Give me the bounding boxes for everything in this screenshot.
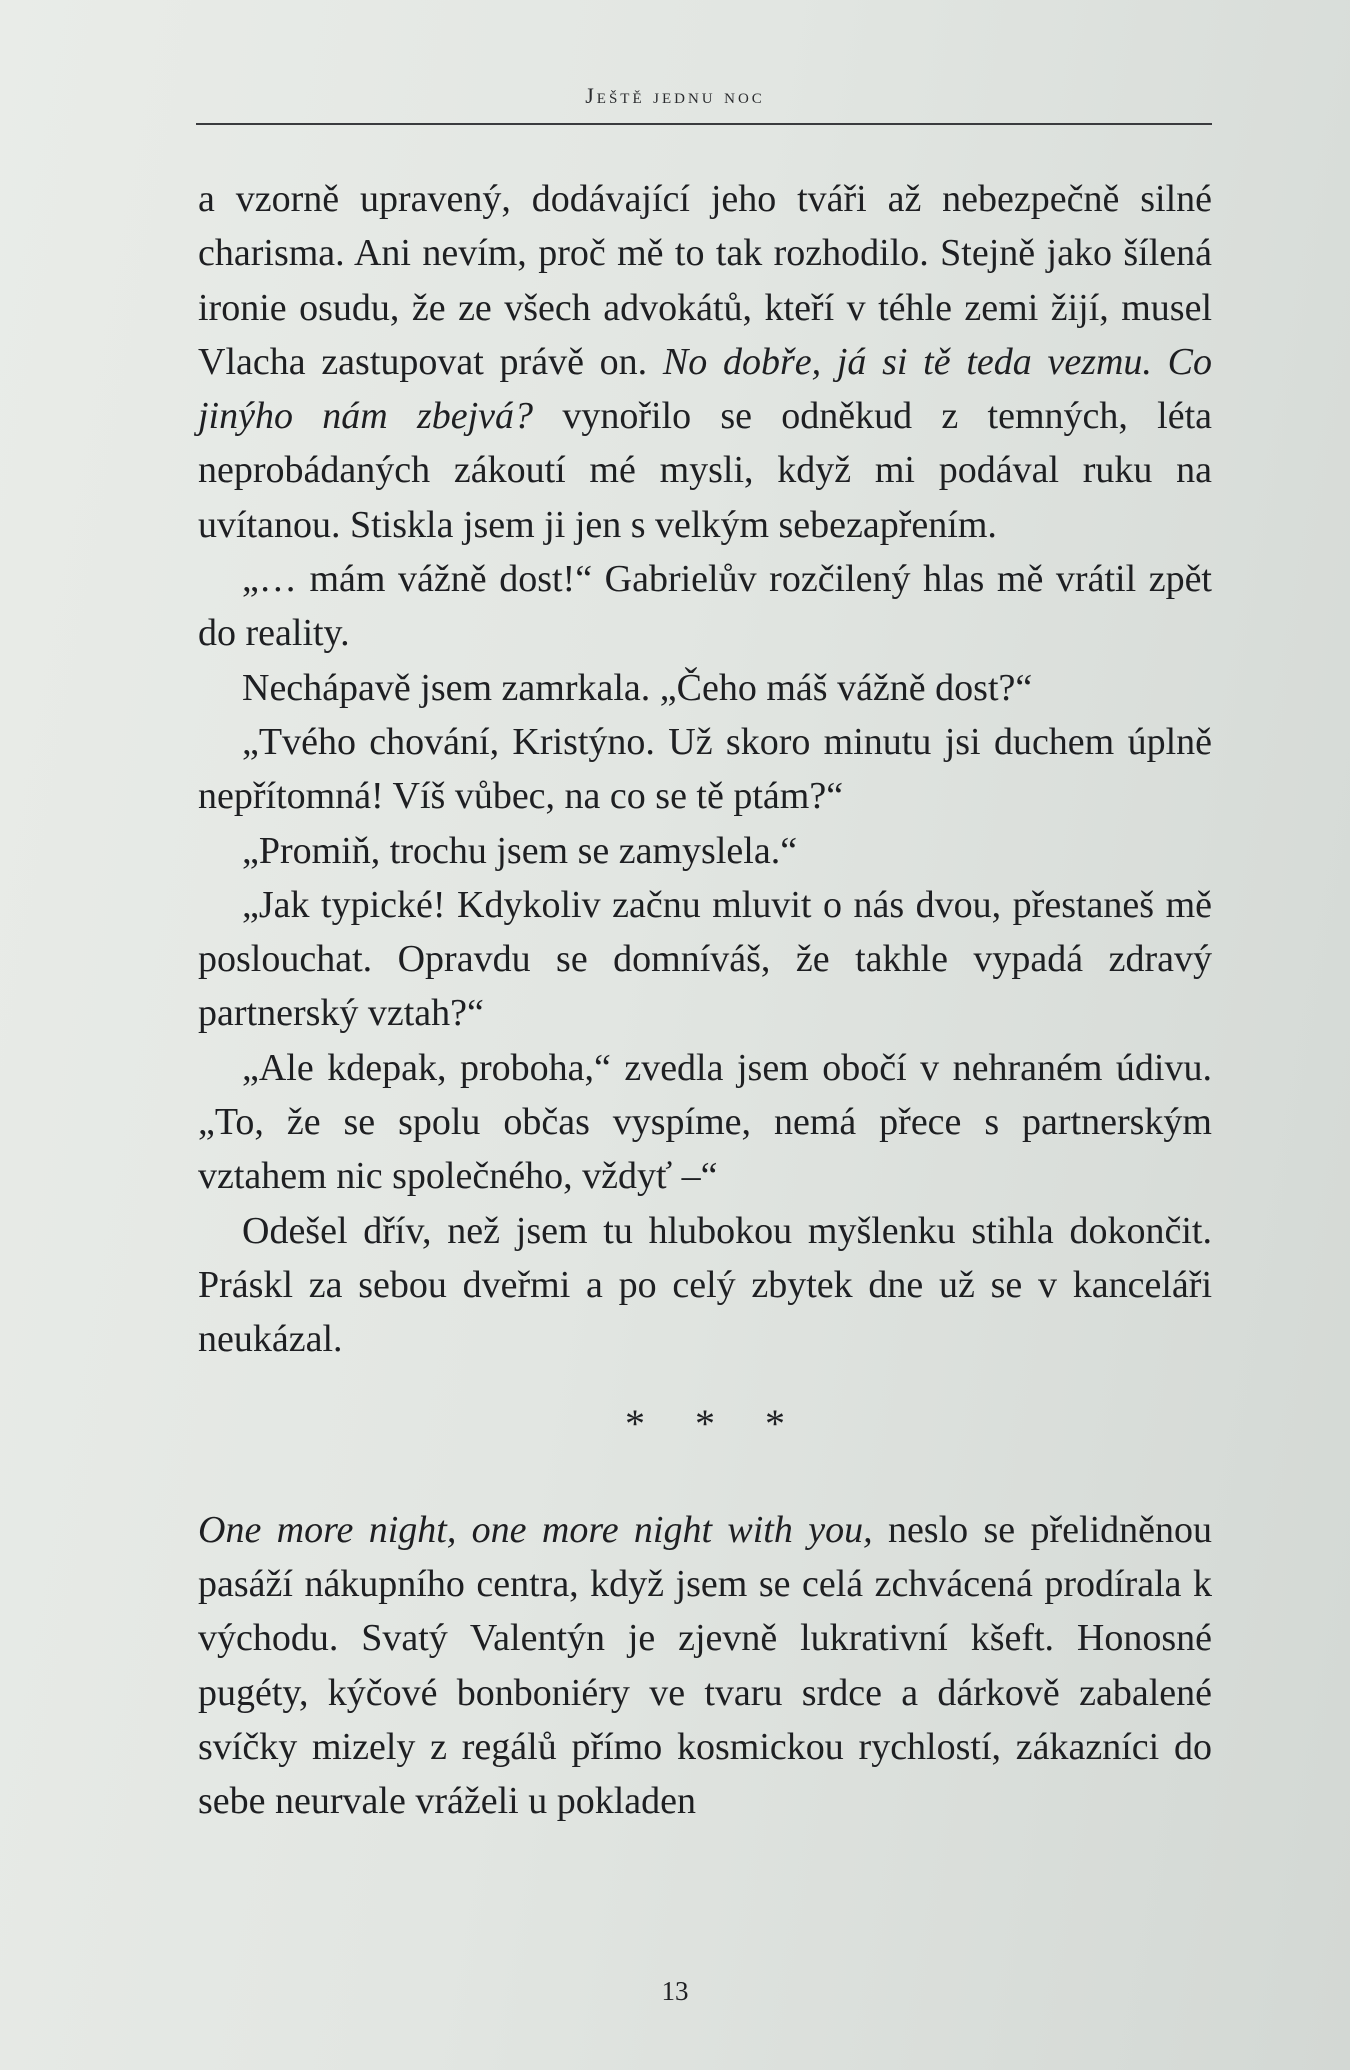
paragraph-1	[198, 172, 1212, 552]
paragraph-4: „Tvého chování, Kristýno. Už skoro minutu jsi duchem úplně nepřítomná! Víš vůbec, na co se tě ptám?“	[198, 720, 1212, 818]
paragraph-3: Nechápavě jsem zamrkala. „Čeho máš vážně dost?“	[242, 666, 1033, 709]
paragraph-9	[198, 1503, 1212, 1829]
page-number: 13	[661, 1976, 689, 2006]
section-separator: * * *	[625, 1400, 805, 1446]
paragraph-8: Odešel dřív, než jsem tu hlubokou myšlenku stihla dokončit. Práskl za sebou dveřmi a po celý zbytek dne už se v kanceláři neukázal.	[198, 1209, 1212, 1361]
paragraph-2: „… mám vážně dost!“ Gabrielův rozčilený hlas mě vrátil zpět do reality.	[198, 558, 1212, 655]
paragraph-1-italic-thought: No dobře, já si tě teda vezmu. Co jinýho nám zbejvá?	[198, 340, 1213, 438]
paragraph-1-text-start: a vzorně upravený, dodávající jeho tváři až nebezpečně silné charisma. Ani nevím, proč mě to tak rozhodilo. Stejně jako šílená ironie osudu, že ze všech advokátů, kteří v téhle zemi žijí, musel Vlacha zastupovat právě on.	[198, 178, 1212, 383]
book-page-text	[198, 172, 1212, 1829]
paragraph-9-text: neslo se přelidněnou pasáží nákupního centra, když jsem se celá zchvácená prodírala k východu. Svatý Valentýn je zjevně lukrativní kšeft. Honosné pugéty, kýčové bonboniéry ve tvaru srdce a dárkově zabalené svíčky mizely z regálů přímo kosmickou rychlostí, zákazníci do sebe neurvale vráželi u pokladen	[198, 1508, 1213, 1823]
paragraph-9-italic-lyric: One more night, one more night with you,	[198, 1508, 873, 1551]
header-rule	[196, 123, 1212, 125]
paragraph-6: „Jak typické! Kdykoliv začnu mluvit o nás dvou, přestaneš mě poslouchat. Opravdu se domníváš, že takhle vypadá zdravý partnerský vztah?“	[198, 883, 1212, 1035]
paragraph-7: „Ale kdepak, proboha,“ zvedla jsem obočí v nehraném údivu. „To, že se spolu občas vyspíme, nemá přece s partnerským vztahem nic společného, vždyť –“	[198, 1046, 1212, 1198]
paragraph-5: „Promiň, trochu jsem se zamyslela.“	[242, 829, 798, 872]
paragraph-1-text-end: vynořilo se odněkud z temných, léta neprobádaných zákoutí mé mysli, když mi podával ruku na uvítanou. Stiskla jsem ji jen s velkým sebezapřením.	[198, 395, 1212, 546]
running-head-title: Ještě jednu noc	[585, 83, 765, 108]
